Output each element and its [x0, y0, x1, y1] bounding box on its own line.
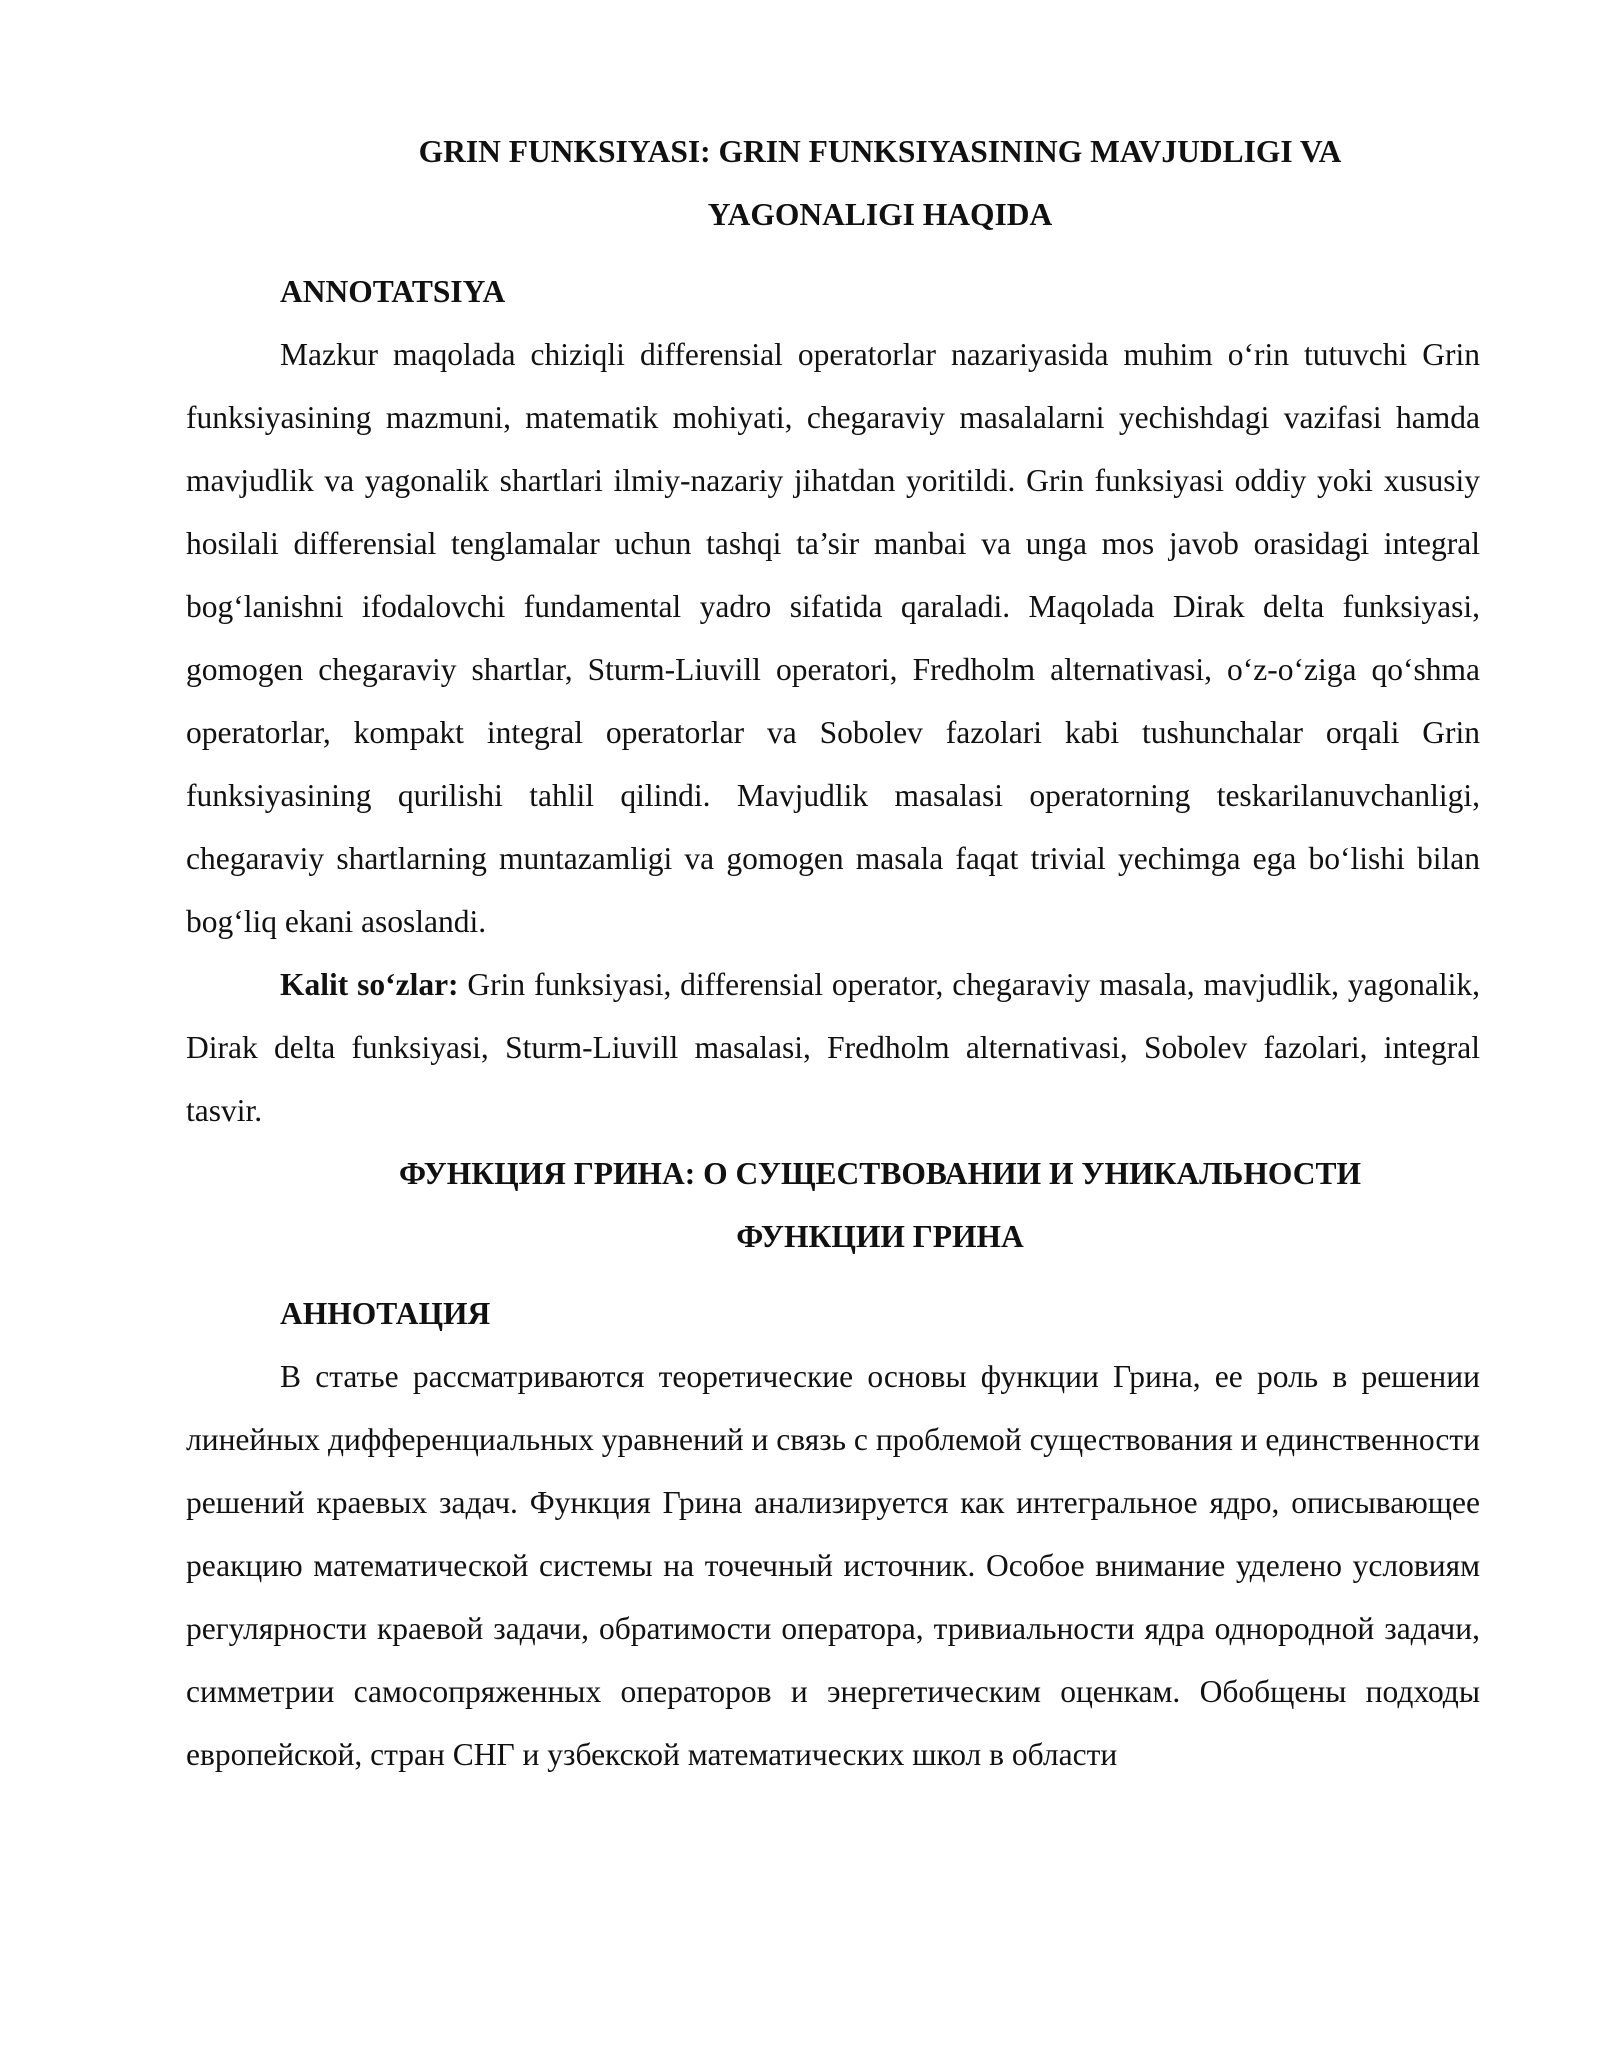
- ru-title: [186, 1142, 1480, 1268]
- uz-keywords: [186, 953, 1480, 1142]
- ru-annotation-text: В статье рассматриваются теоретические основы функции Грина, ее роль в решении линейных дифференциальных уравнений и связь с проблемой существования и единственности решений краевых задач. Функция Грина анализируется как интегральное ядро, описывающее реакцию математической системы на точечный источник. Особое внимание уделено условиям регулярности краевой задачи, обратимости оператора, тривиальности ядра однородной задачи, симметрии самосопряженных операторов и энергетическим оценкам. Обобщены подходы европейской, стран СНГ и узбекской математических школ в области: [186, 1359, 1480, 1772]
- ru-annotation-heading: АННОТАЦИЯ: [280, 1296, 491, 1331]
- uz-title-line-2: YAGONALIGI HAQIDA: [707, 197, 1053, 232]
- ru-title-line-1: ФУНКЦИЯ ГРИНА: О СУЩЕСТВОВАНИИ И УНИКАЛЬНОСТИ: [398, 1156, 1362, 1191]
- uz-annotation-heading: ANNOTATSIYA: [280, 274, 506, 309]
- uz-title-line-1: GRIN FUNKSIYASI: GRIN FUNKSIYASINING MAVJUDLIGI VA: [418, 134, 1342, 169]
- uz-title: [186, 120, 1480, 246]
- document-page: [186, 120, 1480, 1786]
- uz-annotation-text: Mazkur maqolada chiziqli differensial operatorlar nazariyasida muhim o‘rin tutuvchi Grin funksiyasining mazmuni, matematik mohiyati, chegaraviy masalalarni yechishdagi vazifasi hamda mavjudlik va yagonalik shartlari ilmiy-nazariy jihatdan yoritildi. Grin funksiyasi oddiy yoki xususiy hosilali differensial tenglamalar uchun tashqi ta’sir manbai va unga mos javob orasidagi integral bog‘lanishni ifodalovchi fundamental yadro sifatida qaraladi. Maqolada Dirak delta funksiyasi, gomogen chegaraviy shartlar, Sturm-Liuvill operatori, Fredholm alternativasi, o‘z-o‘ziga qo‘shma operatorlar, kompakt integral operatorlar va Sobolev fazolari kabi tushunchalar orqali Grin funksiyasining qurilishi tahlil qilindi. Mavjudlik masalasi operatorning teskarilanuvchanligi, chegaraviy shartlarning muntazamligi va gomogen masala faqat trivial yechimga ega bo‘lishi bilan bog‘liq ekani asoslandi.: [186, 337, 1480, 939]
- uz-keywords-text: Grin funksiyasi, differensial operator, chegaraviy masala, mavjudlik, yagonalik, Dirak delta funksiyasi, Sturm-Liuvill masalasi, Fredholm alternativasi, Sobolev fazolari, integral tasvir.: [186, 967, 1480, 1128]
- uz-keywords-label: Kalit so‘zlar:: [280, 967, 459, 1002]
- ru-title-line-2: ФУНКЦИИ ГРИНА: [736, 1219, 1024, 1254]
